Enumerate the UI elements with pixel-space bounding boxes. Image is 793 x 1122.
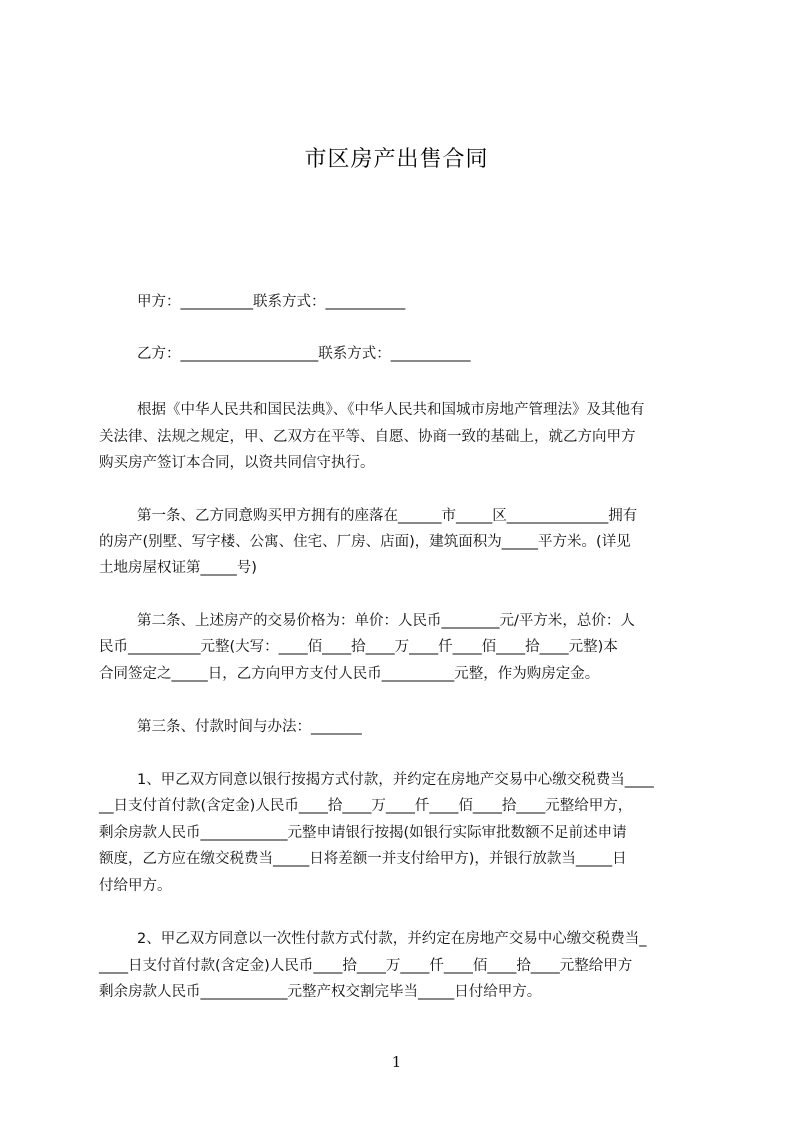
- article2-line-1: 第二条、上述房产的交易价格为：单价：人民币________元/平方米，总价：人: [137, 613, 635, 629]
- clause2-line-1: 2、甲乙双方同意以一次性付款方式付款，并约定在房地产交易中心缴交税费当_: [137, 931, 647, 947]
- article2-line-3: 合同签定之_____日，乙方向甲方支付人民币__________元整，作为购房定金。: [99, 666, 600, 682]
- page-number: 1: [391, 1053, 402, 1071]
- article3-heading: 第三条、付款时间与办法：_______: [137, 719, 362, 735]
- document-title: 市区房产出售合同: [304, 147, 489, 172]
- article1-line-2: 的房产(别墅、写字楼、公寓、住宅、厂房、店面)，建筑面积为_____平方米。(详见: [99, 534, 631, 550]
- party-a-line: 甲方：__________联系方式：___________: [137, 294, 406, 310]
- clause1-line-4: 额度，乙方应在缴交税费当_____日将差额一并支付给甲方)，并银行放款当_____日: [99, 851, 627, 867]
- clause2-line-2: ____日支付首付款(含定金)人民币____拾____万____仟____佰____拾____元整给甲方: [99, 958, 633, 974]
- intro-line-3: 购买房产签订本合同，以资共同信守执行。: [99, 455, 375, 471]
- intro-line-2: 关法律、法规之规定，甲、乙双方在平等、自愿、协商一致的基础上，就乙方向甲方: [99, 429, 636, 445]
- clause1-line-3: 剩余房款人民币____________元整申请银行按揭(如银行实际审批数额不足前述申请: [99, 825, 627, 841]
- article2-line-2: 民币__________元整(大写：____佰____拾____万____仟____佰____拾____元整)本: [99, 639, 618, 655]
- clause1-line-5: 付给甲方。: [99, 878, 172, 894]
- clause1-line-2: __日支付首付款(含定金)人民币____拾____万____仟____佰____拾____元整给甲方，: [99, 798, 633, 814]
- article1-line-1: 第一条、乙方同意购买甲方拥有的座落在______市_____区______________拥有: [137, 508, 638, 524]
- intro-line-1: 根据《中华人民共和国民法典》、《中华人民共和国城市房地产管理法》及其他有: [137, 402, 645, 418]
- article1-line-3: 土地房屋权证第_____号): [99, 560, 257, 576]
- party-b-line: 乙方：___________________联系方式：___________: [137, 346, 471, 362]
- clause1-line-1: 1、甲乙双方同意以银行按揭方式付款，并约定在房地产交易中心缴交税费当____: [137, 772, 654, 788]
- clause2-line-3: 剩余房款人民币____________元整产权交割完毕当_____日付给甲方。: [99, 984, 542, 1000]
